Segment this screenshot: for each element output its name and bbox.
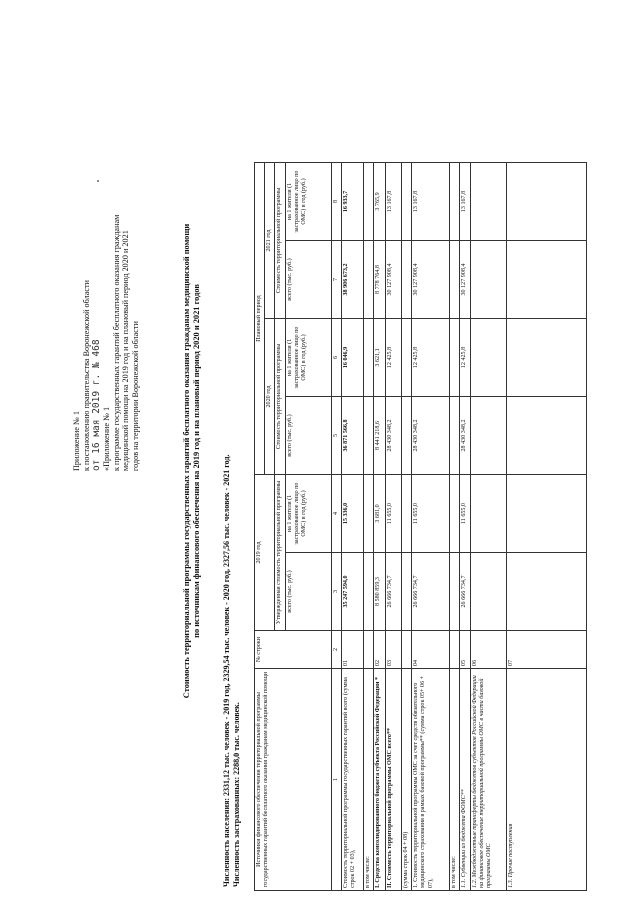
population-info [222, 455, 242, 887]
row-value: 26 666 734,7 [460, 553, 470, 631]
population-line: Численность населения: 2331,12 тыс. человек - 2019 год, 2329,54 тыс. человек - 2020 год, 2327,56 тыс. человек - 2021 год. [222, 454, 231, 887]
row-value: 30 127 908,4 [460, 241, 470, 319]
row-value: 12 425,8 [412, 319, 450, 397]
header-per-capita: на 1 жителя (1 застрахованное лицо по ОМС) в год (руб.) [285, 475, 331, 553]
row-number: 04 [412, 631, 450, 669]
row-value: 36 871 566,8 [341, 397, 363, 475]
row-value [402, 241, 412, 319]
header-line: медицинской помощи на 2019 год и на плановый период 2020 и 2021 [121, 230, 131, 471]
header-total: всего (тыс. руб.) [285, 397, 331, 475]
row-value: 13 167,8 [460, 163, 470, 241]
row-value [402, 475, 412, 553]
col-number: 5 [331, 397, 341, 475]
insured-line: Численность застрахованных: 2288,0 тыс. человек. [232, 702, 241, 887]
row-number [450, 631, 460, 669]
row-value: 12 425,8 [460, 319, 470, 397]
row-value [450, 319, 460, 397]
row-value: 30 127 908,4 [386, 241, 402, 319]
header-line: Приложение № 1 [72, 411, 81, 471]
title-line: Стоимость территориальной программы государственных гарантий бесплатного оказания гражданам медицинской помощи [182, 223, 191, 699]
row-label: 1.3. Прочие поступления [506, 669, 586, 891]
row-number: 01 [341, 631, 363, 669]
table-row [374, 163, 386, 891]
row-value [506, 553, 586, 631]
row-value [470, 241, 506, 319]
header-2019: 2019 год [255, 475, 275, 631]
table-row [470, 163, 506, 891]
header-approved-cost: Утвержденная стоимость территориальной программы [275, 475, 285, 631]
row-value [402, 397, 412, 475]
row-value [470, 397, 506, 475]
table-row [402, 163, 412, 891]
row-value: 3 621,1 [374, 319, 386, 397]
row-label: 1.2. Межбюджетные трансферты бюджетов субъектов Российской Федерации на финансовое обеспечение территориальной программы ОМС в части базовой программы ОМС [470, 669, 506, 891]
header-total: всего (тыс. руб.) [285, 553, 331, 631]
table-row [450, 163, 460, 891]
row-value [506, 241, 586, 319]
header-rownum: № строки [255, 631, 332, 669]
row-value [363, 397, 373, 475]
row-value [470, 475, 506, 553]
row-value: 30 127 908,4 [412, 241, 450, 319]
col-number: 6 [331, 319, 341, 397]
row-value: 15 336,0 [341, 475, 363, 553]
row-value: 3 765,9 [374, 163, 386, 241]
row-value [450, 553, 460, 631]
header-planned: Плановый период [255, 163, 265, 475]
row-value [402, 319, 412, 397]
row-number: 05 [460, 631, 470, 669]
row-label: 1.1. Субвенции из бюджета ФОМС** [460, 669, 470, 891]
col-number: 3 [331, 553, 341, 631]
row-value [506, 397, 586, 475]
header-total: всего (тыс. руб.) [285, 241, 331, 319]
header-2020: 2020 год [265, 319, 275, 475]
row-value [450, 475, 460, 553]
row-value: 38 906 673,2 [341, 241, 363, 319]
appendix-header [72, 215, 141, 471]
row-value [402, 553, 412, 631]
header-source: Источники финансового обеспечения территориальной программы государственных гарантий бесплатного оказания гражданам медицинской помощи [255, 669, 332, 891]
row-value: 11 655,0 [386, 475, 402, 553]
row-value [506, 319, 586, 397]
row-value [450, 397, 460, 475]
row-value [363, 163, 373, 241]
col-number: 2 [331, 631, 341, 669]
row-value [363, 319, 373, 397]
row-value [450, 241, 460, 319]
header-cost-2020: Стоимость территориальной программы [275, 319, 285, 475]
row-label: 1. Стоимость территориальной программы ОМС за счет средств обязательного медицинского страхования в рамках базовой программы** (сумма строк 05+ 06 + 07), [412, 669, 450, 891]
row-label: II. Стоимость территориальной программы ОМС всего** [386, 669, 402, 891]
document-title [182, 151, 202, 771]
row-number: 07 [506, 631, 586, 669]
row-value: 11 655,0 [460, 475, 470, 553]
header-line: к постановлению правительства Воронежской области [81, 280, 91, 471]
row-number: 02 [374, 631, 386, 669]
table-row [341, 163, 363, 891]
row-number: 03 [386, 631, 402, 669]
row-value: 8 778 764,8 [374, 241, 386, 319]
row-value: 26 666 734,7 [412, 553, 450, 631]
row-label: I. Средства консолидированного бюджета субъекта Российской Федерации * [374, 669, 386, 891]
row-value [506, 475, 586, 553]
row-value: 8 441 218,6 [374, 397, 386, 475]
row-value [363, 553, 373, 631]
row-value: 16 046,9 [341, 319, 363, 397]
row-value: 8 580 859,3 [374, 553, 386, 631]
col-number: 4 [331, 475, 341, 553]
table-row [363, 163, 373, 891]
row-value: 26 666 734,7 [386, 553, 402, 631]
cost-table [254, 162, 587, 891]
col-number: 7 [331, 241, 341, 319]
header-line: «Приложение № 1 [102, 406, 112, 471]
row-number [402, 631, 412, 669]
row-value [470, 319, 506, 397]
table-row [506, 163, 586, 891]
header-line: годов на территории Воронежской области [130, 321, 140, 471]
row-value: 28 430 348,2 [412, 397, 450, 475]
header-line: к программе государственных гарантий бесплатного оказания гражданам [111, 214, 121, 471]
row-value: 13 167,8 [412, 163, 450, 241]
col-number: 1 [331, 669, 341, 891]
row-value [470, 553, 506, 631]
row-value: 11 655,0 [412, 475, 450, 553]
row-value: 12 425,8 [386, 319, 402, 397]
row-value: 28 430 348,2 [386, 397, 402, 475]
row-value [363, 475, 373, 553]
row-value [506, 163, 586, 241]
table-row [386, 163, 402, 891]
header-per-capita: на 1 жителя (1 застрахованное лицо по ОМС) в год (руб.) [285, 319, 331, 397]
table-row [460, 163, 470, 891]
row-number: 06 [470, 631, 506, 669]
header-per-capita: на 1 жителя (1 застрахованное лицо по ОМС) в год (руб.) [285, 163, 331, 241]
row-value [450, 163, 460, 241]
header-2021: 2021 год [265, 163, 275, 319]
row-value: 13 167,8 [386, 163, 402, 241]
row-value [402, 163, 412, 241]
row-label: в том числе: [363, 669, 373, 891]
row-value: 16 933,7 [341, 163, 363, 241]
row-value: 35 247 594,0 [341, 553, 363, 631]
title-line: по источникам финансового обеспечения на 2019 год и на плановый период 2020 и 2021 годов [192, 284, 201, 638]
row-number [363, 631, 373, 669]
header-date-line: от 16 мая 2019 г. № 468 [91, 339, 103, 471]
row-value [470, 163, 506, 241]
row-value: 28 430 348,2 [460, 397, 470, 475]
col-number: 8 [331, 163, 341, 241]
row-value: 3 681,0 [374, 475, 386, 553]
row-label: в том числе: [450, 669, 460, 891]
row-value [363, 241, 373, 319]
row-label: Стоимость территориальной программы государственных гарантий всего (сумма строк 02 + 03), [341, 669, 363, 891]
row-label: (сумма строк 04 + 08) [402, 669, 412, 891]
header-cost-2021: Стоимость территориальной программы [275, 163, 285, 319]
table-body [341, 163, 586, 891]
table-row [412, 163, 450, 891]
